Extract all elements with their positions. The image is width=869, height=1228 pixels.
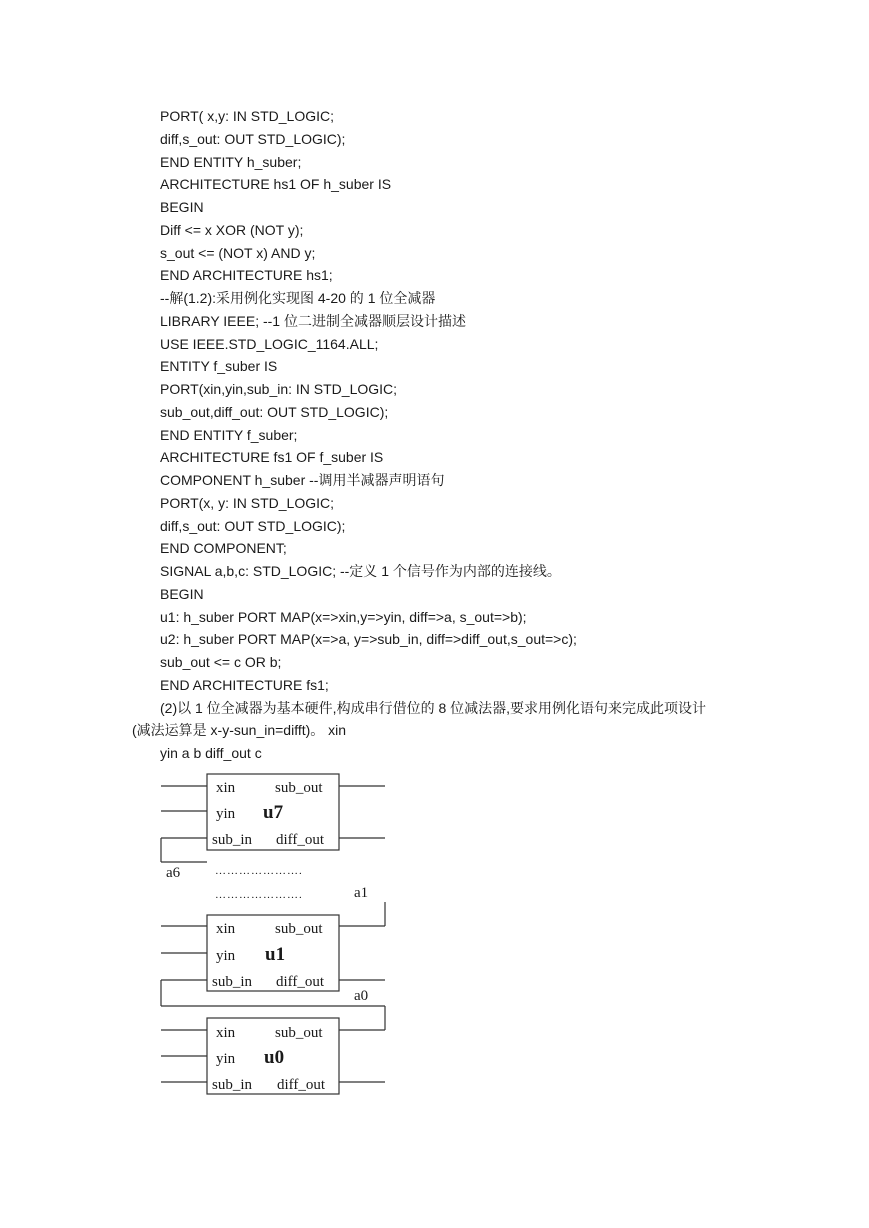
code-line: BEGIN <box>160 585 204 602</box>
code-line: END ENTITY f_suber; <box>160 426 298 443</box>
u7-port-diff-out: diff_out <box>276 832 325 848</box>
u0-port-sub-in: sub_in <box>212 1077 253 1093</box>
u1-port-diff-out: diff_out <box>276 974 325 990</box>
u7-name: u7 <box>263 802 284 823</box>
u1-port-xin: xin <box>216 921 236 937</box>
code-line: ARCHITECTURE hs1 OF h_suber IS <box>160 176 392 193</box>
code-line: u1: h_suber PORT MAP(x=>xin,y=>yin, diff=>a, s_out=>b); <box>160 608 527 625</box>
code-line: Diff <= x XOR (NOT y); <box>160 221 304 238</box>
code-line: LIBRARY IEEE; --1 位二进制全减器顺层设计描述 <box>160 312 466 329</box>
u7-port-xin: xin <box>216 780 236 796</box>
u0-port-sub-out: sub_out <box>275 1025 323 1041</box>
code-line: USE IEEE.STD_LOGIC_1164.ALL; <box>160 335 379 352</box>
u0-port-yin: yin <box>216 1051 236 1067</box>
signal-a1: a1 <box>354 885 369 901</box>
code-line: diff,s_out: OUT STD_LOGIC); <box>160 130 346 147</box>
u7-port-sub-out: sub_out <box>275 780 323 796</box>
u1-port-sub-out: sub_out <box>275 921 323 937</box>
code-line: END ARCHITECTURE fs1; <box>160 676 329 693</box>
u1-name: u1 <box>265 944 286 965</box>
task-text-2: (减法运算是 x-y-sun_in=difft)。 xin <box>132 722 347 739</box>
signal-a0: a0 <box>354 988 369 1004</box>
u0-name: u0 <box>264 1047 285 1068</box>
code-line: SIGNAL a,b,c: STD_LOGIC; --定义 1 个信号作为内部的连接线。 <box>160 563 561 579</box>
u0-port-diff-out: diff_out <box>277 1077 326 1093</box>
signal-a6: a6 <box>166 865 181 881</box>
code-line: ENTITY f_suber IS <box>160 358 278 375</box>
code-line: u2: h_suber PORT MAP(x=>a, y=>sub_in, diff=>diff_out,s_out=>c); <box>160 631 577 648</box>
ellipsis-1: …………………. <box>215 865 303 877</box>
code-line: s_out <= (NOT x) AND y; <box>160 244 316 261</box>
code-line: END ARCHITECTURE hs1; <box>160 267 333 284</box>
code-line: diff,s_out: OUT STD_LOGIC); <box>160 517 346 534</box>
code-line: END ENTITY h_suber; <box>160 153 302 170</box>
task-text-3: yin a b diff_out c <box>160 745 262 761</box>
ellipsis-2: …………………. <box>215 889 303 901</box>
u7-port-yin: yin <box>216 806 236 822</box>
code-line: sub_out,diff_out: OUT STD_LOGIC); <box>160 403 389 420</box>
code-line: PORT(x, y: IN STD_LOGIC; <box>160 494 334 511</box>
code-line: sub_out <= c OR b; <box>160 654 282 670</box>
code-comment-line: --解(1.2):采用例化实现图 4-20 的 1 位全减器 <box>160 290 436 306</box>
code-line: COMPONENT h_suber --调用半减器声明语句 <box>160 472 445 488</box>
code-line: ARCHITECTURE fs1 OF f_suber IS <box>160 449 384 466</box>
code-line: BEGIN <box>160 199 204 215</box>
code-line: END COMPONENT; <box>160 540 287 557</box>
task-text-1: (2)以 1 位全减器为基本硬件,构成串行借位的 8 位减法器,要求用例化语句来完成此项设计 <box>160 699 707 716</box>
u7-port-sub-in: sub_in <box>212 832 253 848</box>
u1-port-yin: yin <box>216 948 236 964</box>
code-line: PORT(xin,yin,sub_in: IN STD_LOGIC; <box>160 381 398 397</box>
code-line: PORT( x,y: IN STD_LOGIC; <box>160 108 334 124</box>
u1-port-sub-in: sub_in <box>212 974 253 990</box>
u0-port-xin: xin <box>216 1025 236 1041</box>
